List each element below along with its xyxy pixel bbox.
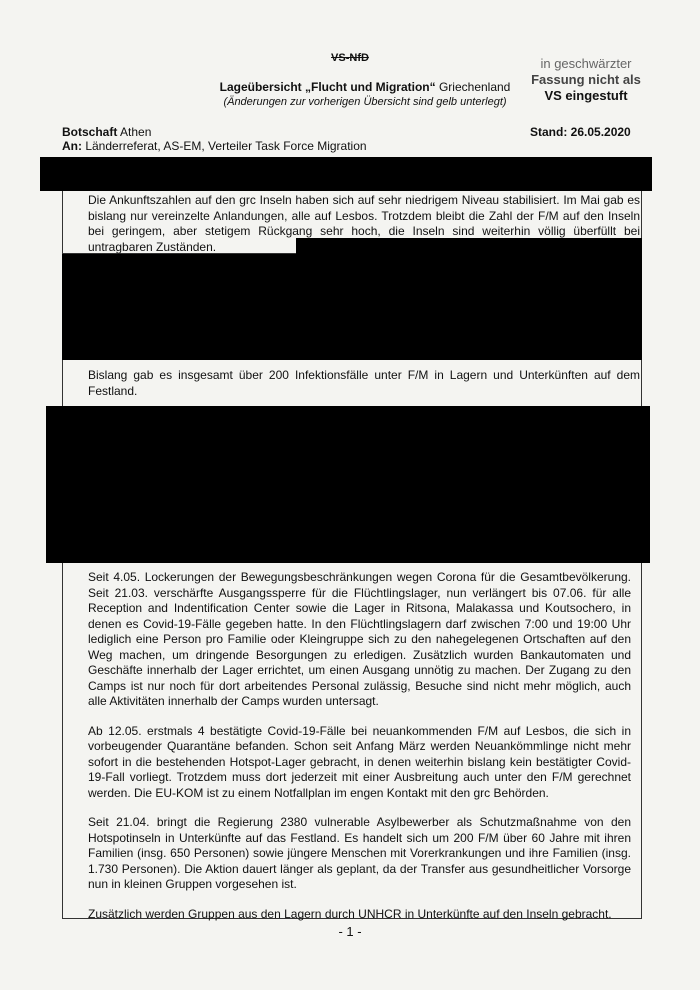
paragraph-covid-cases: Ab 12.05. erstmals 4 bestätigte Covid-19-Fälle bei neuankommenden F/M auf Lesbos, die sich in vorbeugender Quarantäne befanden. Schon seit Anfang März werden Neuankömmlinge nicht mehr sofort in die bestehenden Hotspot-Lager gebracht, in denen weiterhin bislang kein bestätigter Covid-19-Fall vorliegt. Trotzdem muss dort jederzeit mit einer Ausbreitung auch unter den F/M gerechnet werden. Die EU-KOM ist zu einem Notfallplan im engen Kontakt mit den grc Behörden. — [88, 723, 631, 800]
sender-label: Botschaft — [62, 125, 118, 139]
page-number: - 1 - — [338, 924, 362, 939]
sender-location: Athen — [117, 125, 152, 139]
section-arrivals-text: Die Ankunftszahlen auf den grc Inseln haben sich auf sehr niedrigem Niveau stabilisiert. Im Mai gab es bislang nur vereinzelte Anlandungen, alle auf Lesbos. Trotzdem bleibt die Zahl der F/M auf den Inseln bei geringem, aber stetigem Rückgang sehr hoch, die Inseln sind weiterhin völlig überfüllt bei untragbaren Zuständen. — [88, 193, 640, 254]
document-title — [200, 80, 530, 95]
recipients — [62, 139, 367, 153]
sender — [62, 125, 151, 139]
title-country: Griechenland — [435, 80, 511, 94]
redaction-block-1 — [40, 157, 652, 191]
recipients-label: An: — [62, 139, 82, 153]
redaction-block-4 — [46, 406, 650, 563]
classification-text: VS-NfD — [331, 52, 369, 64]
stamp-line-3: VS eingestuft — [544, 88, 628, 103]
section-infections-text: Bislang gab es insgesamt über 200 Infektionsfälle unter F/M in Lagern und Unterkünften auf dem Festland. — [88, 368, 640, 398]
redaction-block-2 — [296, 238, 642, 254]
paragraph-unhcr: Zusätzlich werden Gruppen aus den Lagern durch UNHCR in Unterkünfte auf den Inseln gebracht. — [88, 906, 612, 921]
redaction-block-3 — [62, 254, 642, 360]
stamp-line-1: in geschwärzter — [540, 56, 632, 71]
recipients-list: Länderreferat, AS-EM, Verteiler Task Force Migration — [82, 139, 367, 153]
title-bold: Lageübersicht „Flucht und Migration“ — [219, 80, 436, 94]
stamp-line-2: Fassung nicht als — [531, 72, 641, 87]
paragraph-relocation: Seit 21.04. bringt die Regierung 2380 vulnerable Asylbewerber als Schutzmaßnahme von den Hotspotinseln in Unterkünfte auf das Festland. Es handelt sich um 200 F/M über 60 Jahre mit ihren Familien (insg. 650 Personen) sowie jüngere Menschen mit Vorerkrankungen und ihre Familien (insg. 1.730 Personen). Die Aktion dauert länger als geplant, da der Transfer aus gesundheitlicher Vorsorge nun in kleinen Gruppen vorgesehen ist. — [88, 815, 631, 891]
document-subtitle: (Änderungen zur vorherigen Übersicht sind gelb unterlegt) — [223, 96, 507, 108]
date-stand: Stand: 26.05.2020 — [530, 125, 631, 139]
paragraph-restrictions: Seit 4.05. Lockerungen der Bewegungsbeschränkungen wegen Corona für die Gesamtbevölkerung. Seit 21.03. verschärfte Ausgangssperre für die Flüchtlingslager, nun verlängert bis 07.06. für alle Reception and Indentification Center sowie die Lager in Ritsona, Malakassa und Koutsochero, in denen es Covid-19-Fälle gegeben hatte. In den Flüchtlingslagern darf zwischen 7:00 und 19:00 Uhr lediglich eine Person pro Familie oder Kleingruppe sich zu den nahegelegenen Ortschaften auf den Weg machen, um dringende Besorgungen zu erledigen. Zusätzlich wurden Bankautomaten und Geschäfte innerhalb der Lager errichtet, um einen Ausgang unnötig zu machen. Der Zugang zu den Camps ist nur noch für dort arbeitendes Personal zulässig, Besuche sind nicht mehr möglich, auch alle Aktivitäten innerhalb der Camps wurden untersagt. — [88, 570, 631, 708]
section-main-text — [88, 570, 631, 936]
